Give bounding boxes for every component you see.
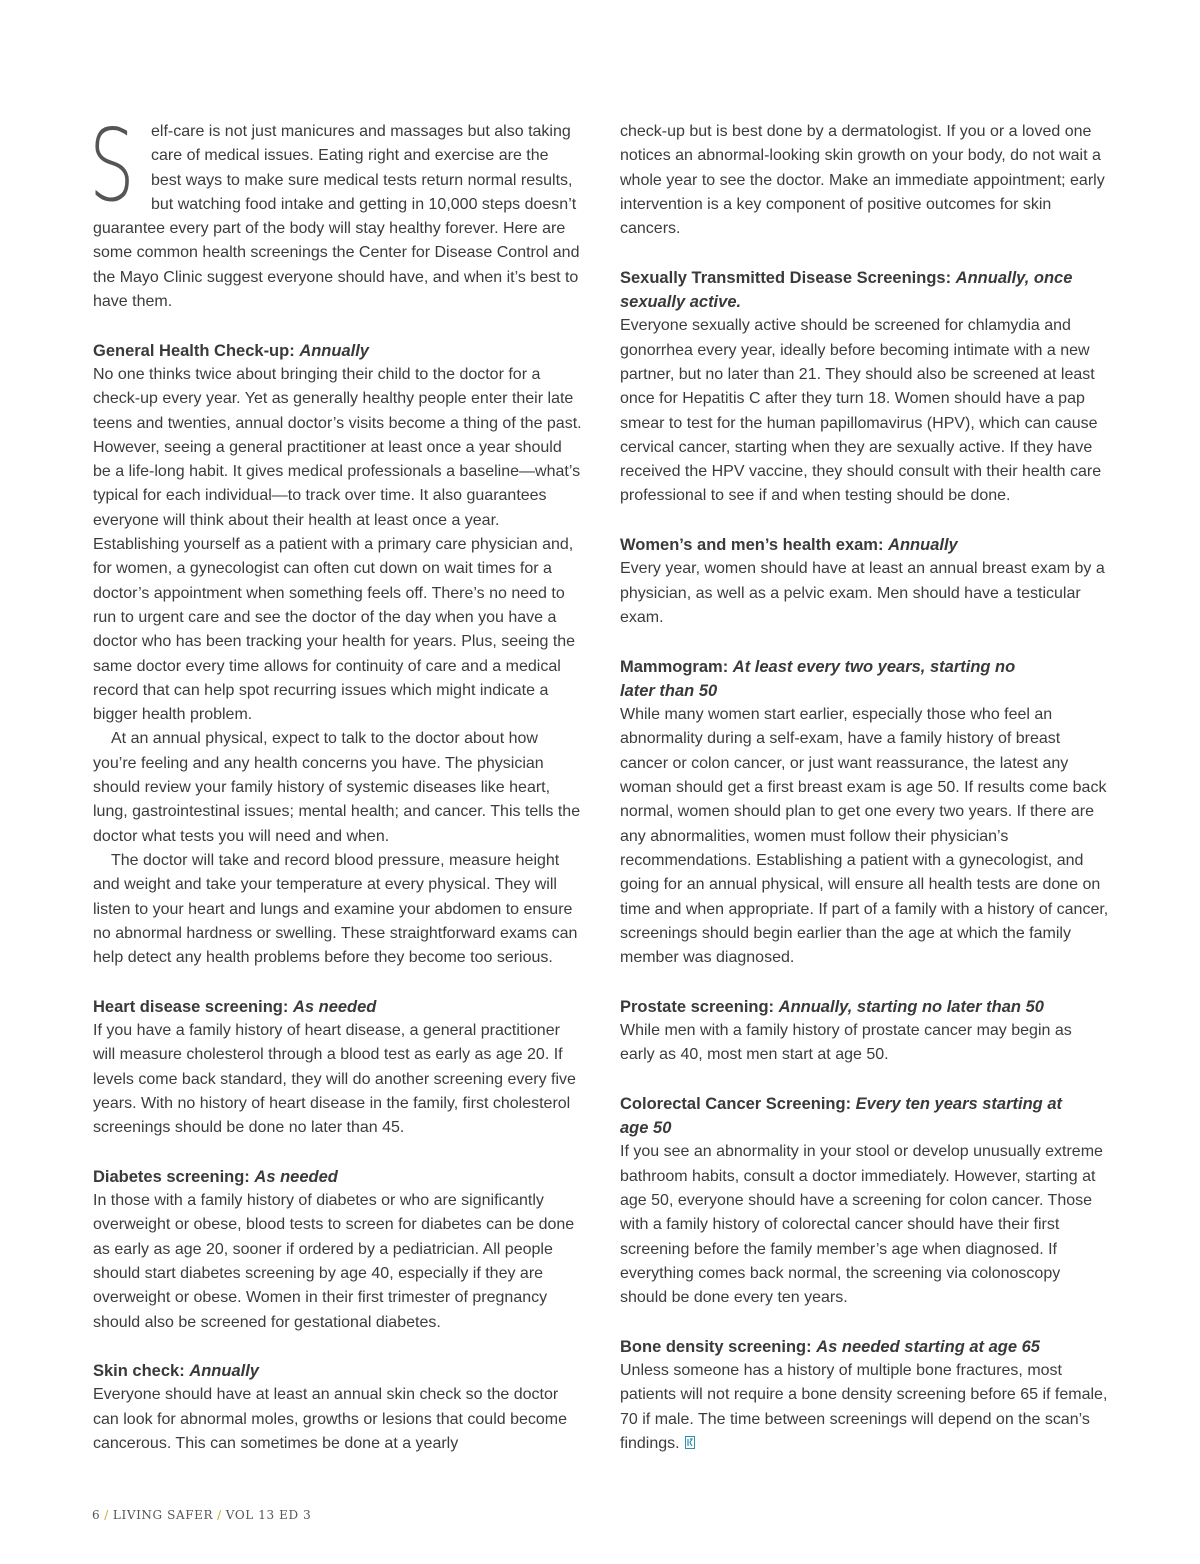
section-body: No one thinks twice about bringing their child to the doctor for a check-up every year. Yet as generally healthy people enter their late teens and twenties, annual doctor’s visits become a thing of the past. However, seeing a general practitioner at least once a year should be a life-long habit. It gives medical professionals a baseline—what’s typical for each individual—to track over time. It also guarantees everyone will think about their health at least once a year. Establishing yourself as a patient with a primary care physician and, for women, a gynecologist can often cut down on wait times for a doctor’s appointment when something feels off. There’s no need to run to urgent care and see the doctor of the day when you have a doctor who has been tracking your health for years. Plus, seeing the same doctor every time allows for continuity of care and a medical record that can help spot recurring issues which might indicate a bigger health problem. xyxy=(93,365,582,724)
section-frequency: Annually, starting no later than 50 xyxy=(778,997,1044,1016)
section-body: At an annual physical, expect to talk to the doctor about how you’re feeling and any health concerns you have. The physician should review your family history of systemic diseases like heart, lung, gastrointestinal issues; mental health; and cancer. This tells the doctor what tests you will need and when. xyxy=(93,730,581,845)
section-heading: Skin check: Annually xyxy=(93,1362,259,1381)
section-heading: Women’s and men’s health exam: Annually xyxy=(620,536,958,555)
section-frequency: As needed starting at age 65 xyxy=(816,1337,1040,1356)
page-number: 6 xyxy=(92,1508,101,1522)
section-frequency: As needed xyxy=(254,1167,338,1186)
section-general-checkup xyxy=(93,339,583,971)
section-frequency: Annually xyxy=(299,341,369,360)
footer-separator: / xyxy=(104,1508,109,1522)
publication-name: LIVING SAFER xyxy=(112,1508,214,1522)
section-std xyxy=(620,266,1110,509)
section-body: If you see an abnormality in your stool or develop unusually extreme bathroom habits, consult a doctor immediately. However, starting at age 50, everyone should have a screening for colon cancer. Those with a family history of colorectal cancer should have their first screening before the family member’s age when diagnosed. If everything comes back normal, the screening via colonoscopy should be done every ten years. xyxy=(620,1143,1103,1307)
section-frequency: Annually xyxy=(888,536,958,555)
section-heading: Bone density screening: As needed starting at age 65 xyxy=(620,1337,1040,1356)
section-prostate xyxy=(620,995,1110,1068)
section-body-continued: check-up but is best done by a dermatologist. If you or a loved one notices an abnormal-looking skin growth on your body, do not wait a whole year to see the doctor. Make an immediate appointment; early intervention is a key component of positive outcomes for skin cancers. xyxy=(620,123,1105,238)
section-body: The doctor will take and record blood pressure, measure height and weight and take your temperature at every physical. They will listen to your heart and lungs and examine your abdomen to ensure no abnormal hardness or swelling. These straightforward exams can help detect any health problems before they become too serious. xyxy=(93,851,578,967)
section-body: Unless someone has a history of multiple bone fractures, most patients will not require a bone density screening before 65 if female, 70 if male. The time between screenings will depend on the scan’s findings. xyxy=(620,1362,1108,1453)
section-frequency: At least every two years, starting no later than 50 xyxy=(620,657,1016,700)
issue-label: VOL 13 ED 3 xyxy=(225,1508,312,1522)
section-heading: Colorectal Cancer Screening: Every ten years starting at age 50 xyxy=(620,1094,1063,1138)
section-body: While many women start earlier, especially those who feel an abnormality during a self-exam, have a family history of breast cancer or colon cancer, or just want reassurance, the latest any woman should get a first breast exam is age 50. If results come back normal, women should plan to get one every two years. If there are any abnormalities, women must follow their physician’s recommendations. Establishing a patient with a gynecologist, and going for an annual physical, will ensure all health tests are done on time and when appropriate. If part of a family with a history of cancer, screenings should begin earlier than the age at which the family member was diagnosed. xyxy=(620,706,1109,967)
section-body: In those with a family history of diabetes or who are significantly overweight or obese, blood tests to screen for diabetes can be done as early as age 20, sooner if ordered by a pediatrician. All people should start diabetes screening by age 40, especially if they are overweight or obese. Women in their first trimester of pregnancy should also be screened for gestational diabetes. xyxy=(93,1192,575,1331)
publication-logo-mark-icon xyxy=(685,1433,695,1446)
left-column xyxy=(89,107,583,1456)
section-frequency: Annually, once sexually active. xyxy=(620,268,1073,312)
section-skin-check xyxy=(93,1359,583,1456)
right-column xyxy=(620,120,1110,1456)
drop-cap: S xyxy=(89,107,135,224)
section-frequency: As needed xyxy=(292,997,377,1016)
section-heading: Mammogram: At least every two years, starting no later than 50 xyxy=(620,657,1016,700)
section-womens-mens-exam xyxy=(620,533,1110,630)
section-body: If you have a family history of heart disease, a general practitioner will measure cholesterol through a blood test as early as age 20. If levels come back standard, they will do another screening every five years. With no history of heart disease in the family, first cholesterol screenings should be done no later than 45. xyxy=(93,1021,576,1137)
section-frequency: Every ten years starting at age 50 xyxy=(620,1094,1063,1138)
section-heading: General Health Check-up: Annually xyxy=(93,341,369,360)
intro-text: elf-care is not just manicures and massages but also taking care of medical issues. Eating right and exercise are the best ways to make sure medical tests return normal results, but watching food intake and getting in 10,000 steps doesn’t guarantee every part of the body will stay healthy forever. Here are some common health screenings the Center for Disease Control and the Mayo Clinic suggest everyone should have, and when it’s best to have them. xyxy=(93,123,580,311)
section-colorectal xyxy=(620,1092,1110,1311)
intro-paragraph xyxy=(89,107,583,314)
section-mammogram xyxy=(620,655,1110,971)
section-heading: Diabetes screening: As needed xyxy=(93,1167,338,1186)
section-heading: Sexually Transmitted Disease Screenings: Annually, once sexually active. xyxy=(620,268,1073,312)
page-footer xyxy=(92,1508,311,1522)
section-body: Every year, women should have at least an annual breast exam by a physician, as well as a pelvic exam. Men should have a testicular exam. xyxy=(620,560,1105,626)
section-frequency: Annually xyxy=(189,1362,259,1381)
section-body: While men with a family history of prostate cancer may begin as early as 40, most men start at age 50. xyxy=(620,1021,1072,1064)
section-body: Everyone sexually active should be screened for chlamydia and gonorrhea every year, ideally before becoming intimate with a new partner, but no later than 21. They should also be screened at least once for Hepatitis C after they turn 18. Women should have a pap smear to test for the human papillomavirus (HPV), which can cause cervical cancer, starting when they are sexually active. If they have received the HPV vaccine, they should consult with their health care professional to see if and when testing should be done. xyxy=(620,317,1102,505)
footer-separator: / xyxy=(217,1508,222,1522)
section-heart-disease xyxy=(93,995,583,1141)
section-diabetes xyxy=(93,1165,583,1335)
section-heading: Heart disease screening: As needed xyxy=(93,997,377,1016)
section-bone-density xyxy=(620,1335,1110,1456)
section-heading: Prostate screening: Annually, starting no later than 50 xyxy=(620,997,1044,1016)
section-body: Everyone should have at least an annual skin check so the doctor can look for abnormal moles, growths or lesions that could become cancerous. This can sometimes be done at a yearly xyxy=(93,1386,568,1453)
